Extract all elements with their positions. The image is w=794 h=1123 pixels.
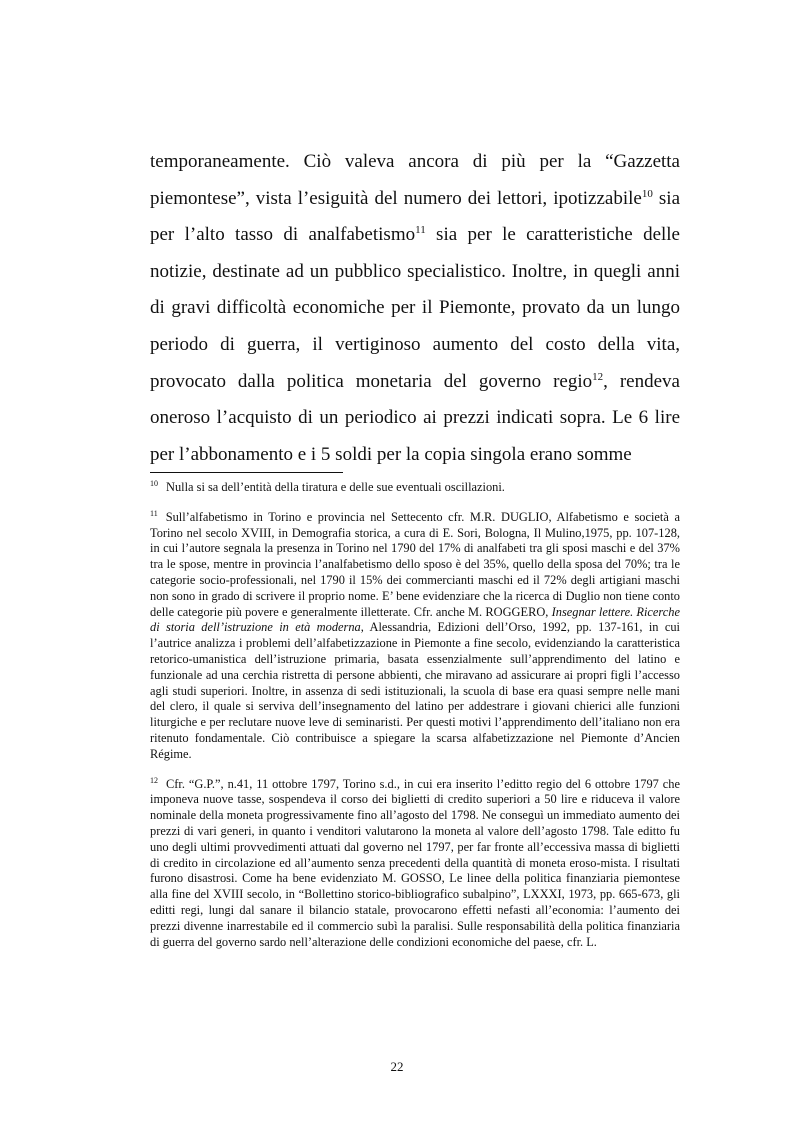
footnote-ref-10[interactable]: 10 — [641, 187, 653, 200]
footnote-12 — [150, 777, 680, 951]
footnote-11 — [150, 510, 680, 763]
footnote-text: Cfr. “G.P.”, n.41, 11 ottobre 1797, Torino s.d., in cui era inserito l’editto regio del 6 ottobre 1797 che imponeva nuove tasse, sospendeva il corso dei biglietti di credito superiori a 50 lire e riduceva il valore nominale della moneta progressivamente fino all’agosto del 1798. Ne conseguì un immediato aumento dei prezzi di vari generi, in quanto i venditori valutarono la moneta al valore dell’agosto 1798. Tale editto fu uno degli ultimi provvedimenti attuati dal governo nel 1797, per far fronte all’eccessiva massa di biglietti di credito in circolazione ed all’aumento senza precedenti della quantità di moneta eroso-mista. I risultati furono disastrosi. Come ha bene evidenziato M. GOSSO, Le linee della politica finanziaria piemontese alla fine del XVIII secolo, in “Bollettino storico-bibliografico subalpino”, LXXXI, 1973, pp. 665-673, gli editti regi, lungi dal sanare il bilancio statale, provocarono effetti nefasti all’economia: l’aumento dei prezzi divenne inarrestabile ed il commercio subì la paralisi. Sulle responsabilità della politica finanziaria di guerra del governo sardo nell’alterazione delle condizioni economiche del paese, cfr. L. — [150, 776, 680, 949]
footnote-text: Nulla si sa dell’entità della tiratura e delle sue eventuali oscillazioni. — [166, 480, 505, 494]
footnote-text: Sull’alfabetismo in Torino e provincia nel Settecento cfr. M.R. DUGLIO, Alfabetismo e società a Torino nel secolo XVIII, in Demografia storica, a cura di E. Sori, Bologna, Il Mulino,1975, pp. 107-128, in cui l’autore segnala la presenza in Torino nel 1790 del 17% di analfabeti tra gli sposi maschi e del 37% tra le spose, mentre in provincia l’analfabetismo dello sposo è del 35%, quello della sposa del 70%; tra le categorie socio-professionali, nel 1790 il 15% dei commercianti maschi ed il 72% degli artigiani maschi non sono in grado di scrivere il proprio nome. E’ bene evidenziare che la ricerca di Duglio non tiene conto delle categorie più povere e generalmente illetterate. Cfr. anche M. ROGGERO, — [150, 509, 680, 619]
footnote-number: 10 — [150, 479, 158, 488]
body-text-segment: sia per le caratteristiche delle notizie, destinate ad un pubblico specialistico. Inoltre, in quegli anni di gravi difficoltà economiche per il Piemonte, provato da un lungo periodo di guerra, il vertiginoso aumento del costo della vita, provocato dalla politica monetaria del governo regio — [150, 224, 680, 392]
footnote-text: , Alessandria, Edizioni dell’Orso, 1992, pp. 137-161, in cui l’autrice analizza i problemi dell’alfabetizzazione in Piemonte a fine secolo, evidenziando la caratteristica retorico-umanistica dell’istruzione primaria, basata essenzialmente sull’apprendimento del latino e funzionale ad una cerchia ristretta di persone abbienti, che miravano ad assicurare ai propri figli l’accesso agli studi superiori. Inoltre, in assenza di sedi istituzionali, la scuola di base era quasi sempre nelle mani del clero, il quale si serviva dell’insegnamento del latino per addestrare i giovani chierici alle funzioni liturgiche e per reclutare nuove leve di seminaristi. Per questi motivi l’apprendimento dell’italiano non era ritenuto fondamentale. Ciò contribuisce a spiegare la scarsa alfabetizzazione nel Piemonte d’Ancien Régime. — [150, 620, 680, 761]
footnotes-section — [150, 480, 680, 964]
footnote-book-title: Insegnar lettere. Ricerche di storia dell’istruzione in età moderna — [150, 604, 680, 635]
body-text-segment: , rendeva oneroso l’acquisto di un periodico ai prezzi indicati sopra. Le 6 lire per l’abbonamento e i 5 soldi per la copia singola erano somme — [150, 370, 680, 465]
footnote-number: 12 — [150, 775, 158, 785]
footnote-ref-12[interactable]: 12 — [592, 370, 604, 383]
footnote-number: 11 — [150, 508, 158, 518]
footnote-ref-11[interactable]: 11 — [415, 224, 426, 237]
body-text-segment: temporaneamente. Ciò valeva ancora di più per la “Gazzetta piemontese”, vista l’esiguità del numero dei lettori, ipotizzabile — [150, 151, 680, 209]
body-text-segment: sia per l’alto tasso di analfabetismo — [150, 187, 680, 246]
page-number: 22 — [390, 1059, 404, 1074]
footnote-separator — [150, 472, 343, 473]
body-paragraph — [150, 144, 680, 473]
footnote-10 — [150, 480, 680, 496]
